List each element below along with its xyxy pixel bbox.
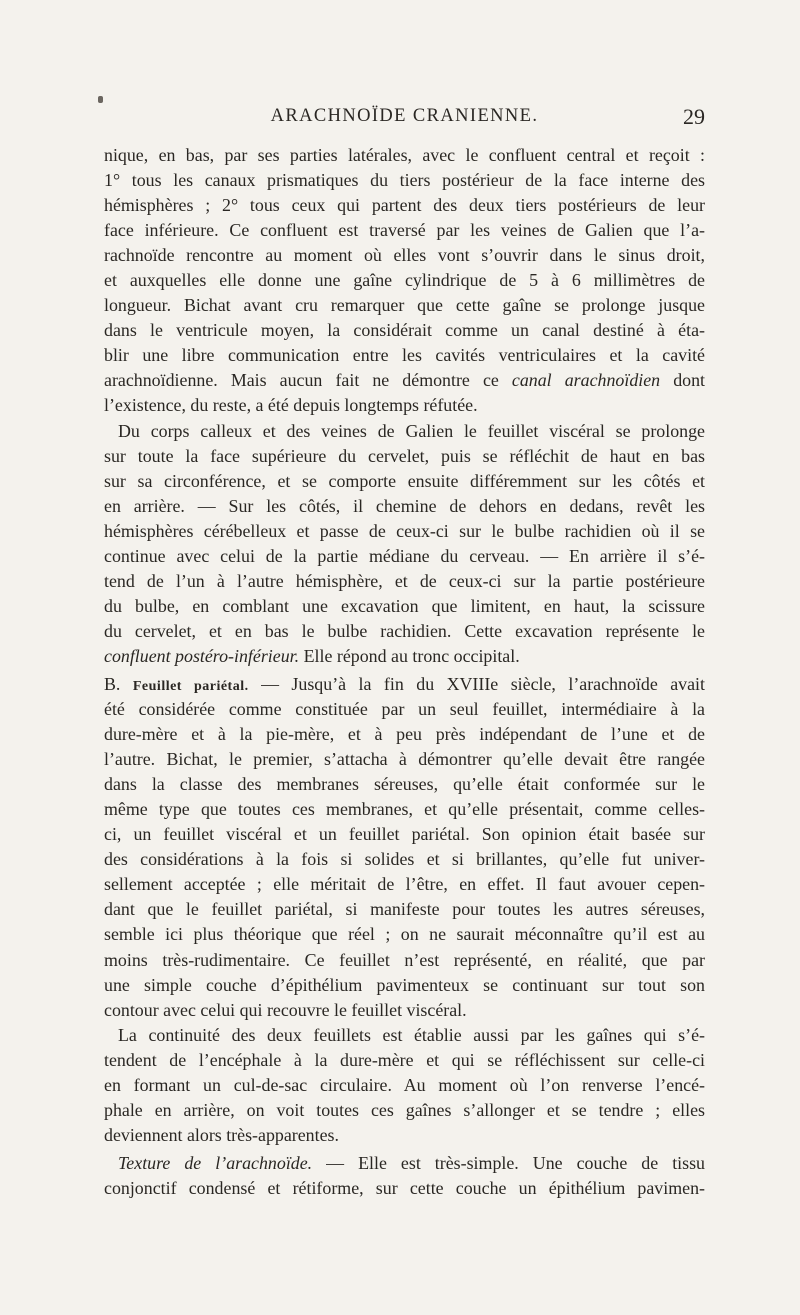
text-line: Du corps calleux et des veines de Galien le feuillet viscéral se prolonge [118, 420, 705, 441]
text-fragment: Elle répond au tronc occipital. [299, 645, 520, 666]
text-line: sellement acceptée ; elle méritait de l’être, en effet. Il faut avouer cepen- [104, 874, 705, 895]
text-line: même type que toutes ces membranes, et qu’elle présentait, comme celles- [104, 799, 705, 820]
text-line: contour avec celui qui recouvre le feuillet viscéral. [104, 999, 467, 1020]
text-line: nique, en bas, par ses parties latérales, avec le confluent central et reçoit : [104, 145, 705, 165]
italic-term: canal arachnoïdien [511, 370, 661, 391]
paragraph-continuite [104, 1023, 705, 1148]
text-line: ci, un feuillet viscéral et un feuillet pariétal. Son opinion était basée sur [104, 824, 705, 845]
text-line: rachnoïde rencontre au moment où elles vont s’ouvrir dans le sinus droit, [104, 245, 705, 266]
text-line-with-italic [104, 644, 705, 669]
italic-term: confluent postéro-inférieur. [104, 645, 300, 666]
text-line: sur sa circonférence, et se comporte ensuite différemment sur les côtés et [104, 470, 705, 491]
text-line: conjonctif condensé et rétiforme, sur cette couche un épithélium pavimen- [104, 1177, 705, 1198]
text-line: dans la classe des membranes séreuses, qu’elle était conformée sur le [104, 774, 705, 795]
text-line: semble ici plus théorique que réel ; on ne saurait méconnaître qu’il est au [104, 924, 705, 945]
body-text [104, 143, 705, 1201]
paragraph-corps-calleux [104, 419, 705, 669]
text-line: hémisphères cérébelleux et passe de ceux-ci sur le bulbe rachidien où il se [104, 520, 705, 541]
text-line: en formant un cul-de-sac circulaire. Au moment où l’on renverse l’encé- [104, 1074, 705, 1095]
text-line: dure-mère et à la pie-mère, et à peu près indépendant de l’une et de [104, 724, 705, 745]
text-line: tend de l’un à l’autre hémisphère, et de ceux-ci sur la partie postérieure [104, 570, 705, 591]
page-header [104, 106, 705, 134]
text-fragment: arachnoïdienne. Mais aucun fait ne démontre ce [104, 370, 512, 391]
text-line: continue avec celui de la partie médiane du cerveau. — En arrière il s’é- [104, 545, 705, 566]
text-line: moins très-rudimentaire. Ce feuillet n’est représenté, en réalité, que par [104, 949, 705, 970]
ink-spot [98, 96, 103, 103]
text-line: l’autre. Bichat, le premier, s’attacha à démontrer qu’elle devait être rangée [104, 749, 705, 770]
section-heading-line [104, 1151, 705, 1176]
text-line: du bulbe, en comblant une excavation que limitent, en haut, la scissure [104, 595, 705, 616]
section-title: Texture de l’arachnoïde. [118, 1152, 313, 1173]
text-line: La continuité des deux feuillets est établie aussi par les gaînes qui s’é- [118, 1024, 705, 1045]
section-label: B. [104, 673, 121, 694]
text-line: tendent de l’encéphale à la dure-mère et qui se réfléchissent sur celle-ci [104, 1049, 705, 1070]
paragraph-confluent-central [104, 143, 705, 419]
section-title: Feuillet pariétal. [132, 678, 249, 694]
paragraph-texture [104, 1151, 705, 1201]
text-line-with-italic [104, 368, 705, 393]
section-heading-text: — Elle est très-simple. Une couche de tissu [312, 1152, 706, 1173]
text-line: 1° tous les canaux prismatiques du tiers postérieur de la face interne des [104, 170, 705, 191]
text-fragment: dont [660, 370, 705, 391]
running-title: ARACHNOÏDE CRANIENNE. [270, 106, 539, 126]
text-line: en arrière. — Sur les côtés, il chemine de dehors en dedans, revêt les [104, 495, 705, 516]
text-line: sur toute la face supérieure du cervelet, puis se réfléchit de haut en bas [104, 445, 705, 466]
text-line: été considérée comme constituée par un seul feuillet, intermédiaire à la [104, 699, 705, 720]
text-line: dant que le feuillet pariétal, si manifeste pour toutes les autres séreuses, [104, 899, 705, 920]
text-line: des considérations à la fois si solides et si brillantes, qu’elle fut univer- [104, 849, 705, 870]
text-line: blir une libre communication entre les cavités ventriculaires et la cavité [104, 345, 705, 366]
text-line: et auxquelles elle donne une gaîne cylindrique de 5 à 6 millimètres de [104, 270, 705, 291]
section-heading-line [104, 672, 705, 697]
text-line: hémisphères ; 2° tous ceux qui partent des deux tiers postérieurs de leur [104, 195, 705, 216]
section-heading-text: — Jusqu’à la fin du XVIIIe siècle, l’arachnoïde avait [248, 673, 705, 694]
text-line: face inférieure. Ce confluent est traversé par les veines de Galien que l’a- [104, 220, 705, 241]
text-line: du cervelet, et en bas le bulbe rachidien. Cette excavation représente le [104, 620, 705, 641]
page-number: 29 [683, 104, 705, 129]
text-line: deviennent alors très-apparentes. [104, 1124, 339, 1145]
text-line: longueur. Bichat avant cru remarquer que cette gaîne se prolonge jusque [104, 295, 705, 316]
text-line: l’existence, du reste, a été depuis longtemps réfutée. [104, 395, 478, 416]
text-line: phale en arrière, on voit toutes ces gaînes s’allonger et se tendre ; elles [104, 1099, 705, 1120]
text-line: une simple couche d’épithélium pavimenteux se continuant sur tout son [104, 974, 705, 995]
text-line: dans le ventricule moyen, la considérait comme un canal destiné à éta- [104, 320, 705, 341]
paragraph-feuillet-parietal [104, 672, 705, 1023]
